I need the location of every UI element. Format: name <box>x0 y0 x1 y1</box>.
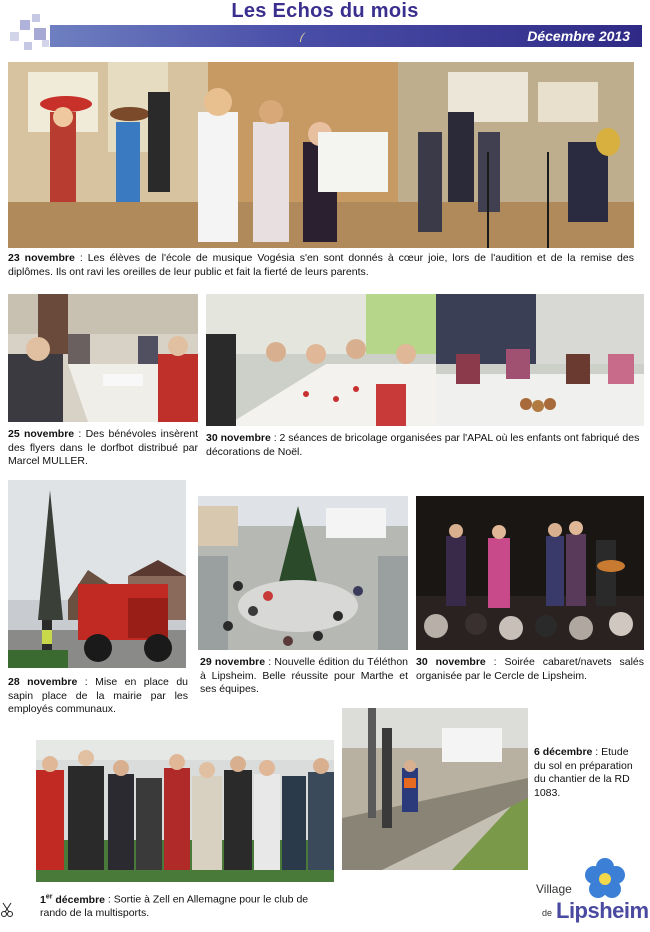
feather-icon <box>298 31 308 43</box>
photo-telethon <box>198 496 408 650</box>
photo-cabaret <box>416 496 644 650</box>
caption-christmas-tree: 28 novembre : Mise en place du sapin place de la mairie par les employés communaux. <box>8 676 188 716</box>
issue-month: Décembre 2013 <box>527 28 630 44</box>
logo-village-text: Village <box>536 882 572 896</box>
photo-volunteers <box>8 294 198 422</box>
logo-de-text: de <box>542 908 553 918</box>
caption-volunteers: 25 novembre : Des bénévoles insèrent des flyers dans le dorfbot distribué par Marcel MULLER. <box>8 428 199 468</box>
caption-telethon: 29 novembre : Nouvelle édition du Téléthon à Lipsheim. Belle réussite pour Marthe et ses équipes. <box>200 656 409 696</box>
forget-me-not-flower-icon <box>582 856 628 902</box>
caption-soil-study: 6 décembre : Etude du sol en préparation du chantier de la RD 1083. <box>534 746 633 799</box>
photo-music-school <box>8 62 634 248</box>
photo-crafts <box>206 294 644 426</box>
logo-name-text: Lipsheim <box>556 898 649 923</box>
caption-music-school: 23 novembre : Les élèves de l'école de musique Vogésia s'en sont donnés à cœur joie, lors de l'audition et de la remise des diplômes. Ils ont ravi les oreilles de leur public et fait la fierté de leurs parents. <box>8 252 634 278</box>
caption-cabaret: 30 novembre : Soirée cabaret/navets salés organisée par le Cercle de Lipsheim. <box>416 656 645 682</box>
photo-christmas-tree <box>8 480 186 668</box>
page-title: Les Echos du mois <box>231 0 419 22</box>
caption-crafts: 30 novembre : 2 séances de bricolage organisées par l'APAL où les enfants ont fabriqué des décorations de Noël. <box>206 432 640 458</box>
scissors-icon <box>0 902 14 918</box>
village-logo <box>536 856 649 926</box>
photo-hiking-club <box>36 740 334 882</box>
photo-soil-study <box>342 708 528 870</box>
caption-hiking-club: 1er décembre : Sortie à Zell en Allemagne pour le club de rando de la multisports. <box>40 893 309 920</box>
